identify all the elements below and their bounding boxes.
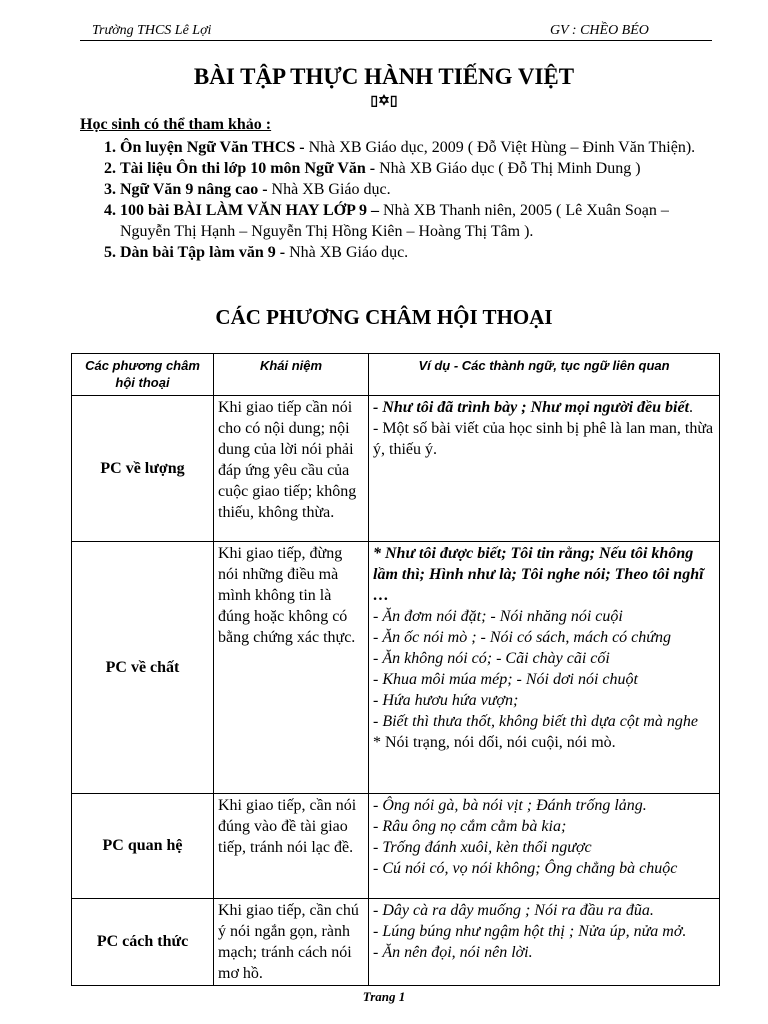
maxim-name: PC về chất (72, 542, 214, 794)
table-row (72, 794, 720, 899)
maxim-name: PC quan hệ (72, 794, 214, 899)
teacher-name: GV : CHỀO BÉO (550, 23, 649, 38)
table-row (72, 396, 720, 542)
school-name: Trường THCS Lê Lợi (92, 23, 212, 38)
page-number: Trang 1 (362, 989, 406, 1004)
reference-item: 2. Tài liệu Ôn thi lớp 10 môn Ngữ Văn - Nhà XB Giáo dục ( Đỗ Thị Minh Dung ) (120, 158, 710, 179)
reference-item: 4. 100 bài BÀI LÀM VĂN HAY LỚP 9 – Nhà XB Thanh niên, 2005 ( Lê Xuân Soạn – Nguyễn Thị Hạnh – Nguyễn Thị Hồng Kiên – Hoàng Thị Tâm ). (120, 200, 710, 242)
column-header: Ví dụ - Các thành ngữ, tục ngữ liên quan (369, 354, 720, 396)
reference-item: 1. Ôn luyện Ngữ Văn THCS - Nhà XB Giáo dục, 2009 ( Đỗ Việt Hùng – Đinh Văn Thiện). (120, 137, 710, 158)
references-list (80, 137, 710, 263)
references-heading: Học sinh có thể tham khảo : (80, 116, 272, 133)
maxim-definition: Khi giao tiếp cần nói cho có nội dung; nội dung của lời nói phải đáp ứng yêu cầu của cuộc giao tiếp; không thiếu, không thừa. (214, 396, 369, 542)
maxim-examples: * Như tôi được biết; Tôi tin rằng; Nếu tôi không lầm thì; Hình như là; Tôi nghe nói; Theo tôi nghĩ … - Ăn đơm nói đặt; - Nói nhăng nói cuội - Ăn ốc nói mò ; - Nói có sách, mách có chứng - Ăn không nói có; - Cãi chày cãi cối - Khua môi múa mép; - Nói dơi nói chuột - Hứa hươu hứa vượn; - Biết thì thưa thốt, không biết thì dựa cột mà nghe * Nói trạng, nói dối, nói cuội, nói mò. (369, 542, 720, 794)
maxim-examples: - Dây cà ra dây muống ; Nói ra đầu ra đũa. - Lúng búng như ngậm hột thị ; Nửa úp, nửa mở. - Ăn nên đọi, nói nên lời. (369, 899, 720, 986)
maxim-definition: Khi giao tiếp, cần chú ý nói ngắn gọn, rành mạch; tránh cách nói mơ hồ. (214, 899, 369, 986)
maxim-name: PC về lượng (72, 396, 214, 542)
maxim-name: PC cách thức (72, 899, 214, 986)
reference-item: 5. Dàn bài Tập làm văn 9 - Nhà XB Giáo dục. (120, 242, 710, 263)
section-title: CÁC PHƯƠNG CHÂM HỘI THOẠI (215, 305, 553, 329)
maxim-definition: Khi giao tiếp, đừng nói những điều mà mình không tin là đúng hoặc không có bằng chứng xác thực. (214, 542, 369, 794)
maxim-examples: - Ông nói gà, bà nói vịt ; Đánh trống lảng. - Râu ông nọ cắm cằm bà kia; - Trống đánh xuôi, kèn thổi ngược - Cú nói có, vọ nói không; Ông chẳng bà chuộc (369, 794, 720, 899)
reference-item: 3. Ngữ Văn 9 nâng cao - Nhà XB Giáo dục. (120, 179, 710, 200)
ornament-glyphs: ▯✡▯ (370, 94, 398, 109)
table-row (72, 899, 720, 986)
maxims-table (71, 353, 720, 986)
maxim-definition: Khi giao tiếp, cần nói đúng vào đề tài giao tiếp, tránh nói lạc đề. (214, 794, 369, 899)
column-header: Các phương châm hội thoại (72, 354, 214, 396)
table-header-row (72, 354, 720, 396)
maxim-examples: - Như tôi đã trình bày ; Như mọi người đều biết. - Một số bài viết của học sinh bị phê là lan man, thừa ý, thiếu ý. (369, 396, 720, 542)
document-title: BÀI TẬP THỰC HÀNH TIẾNG VIỆT (193, 64, 575, 89)
column-header: Khái niệm (214, 354, 369, 396)
page-header (80, 22, 712, 41)
table-row (72, 542, 720, 794)
